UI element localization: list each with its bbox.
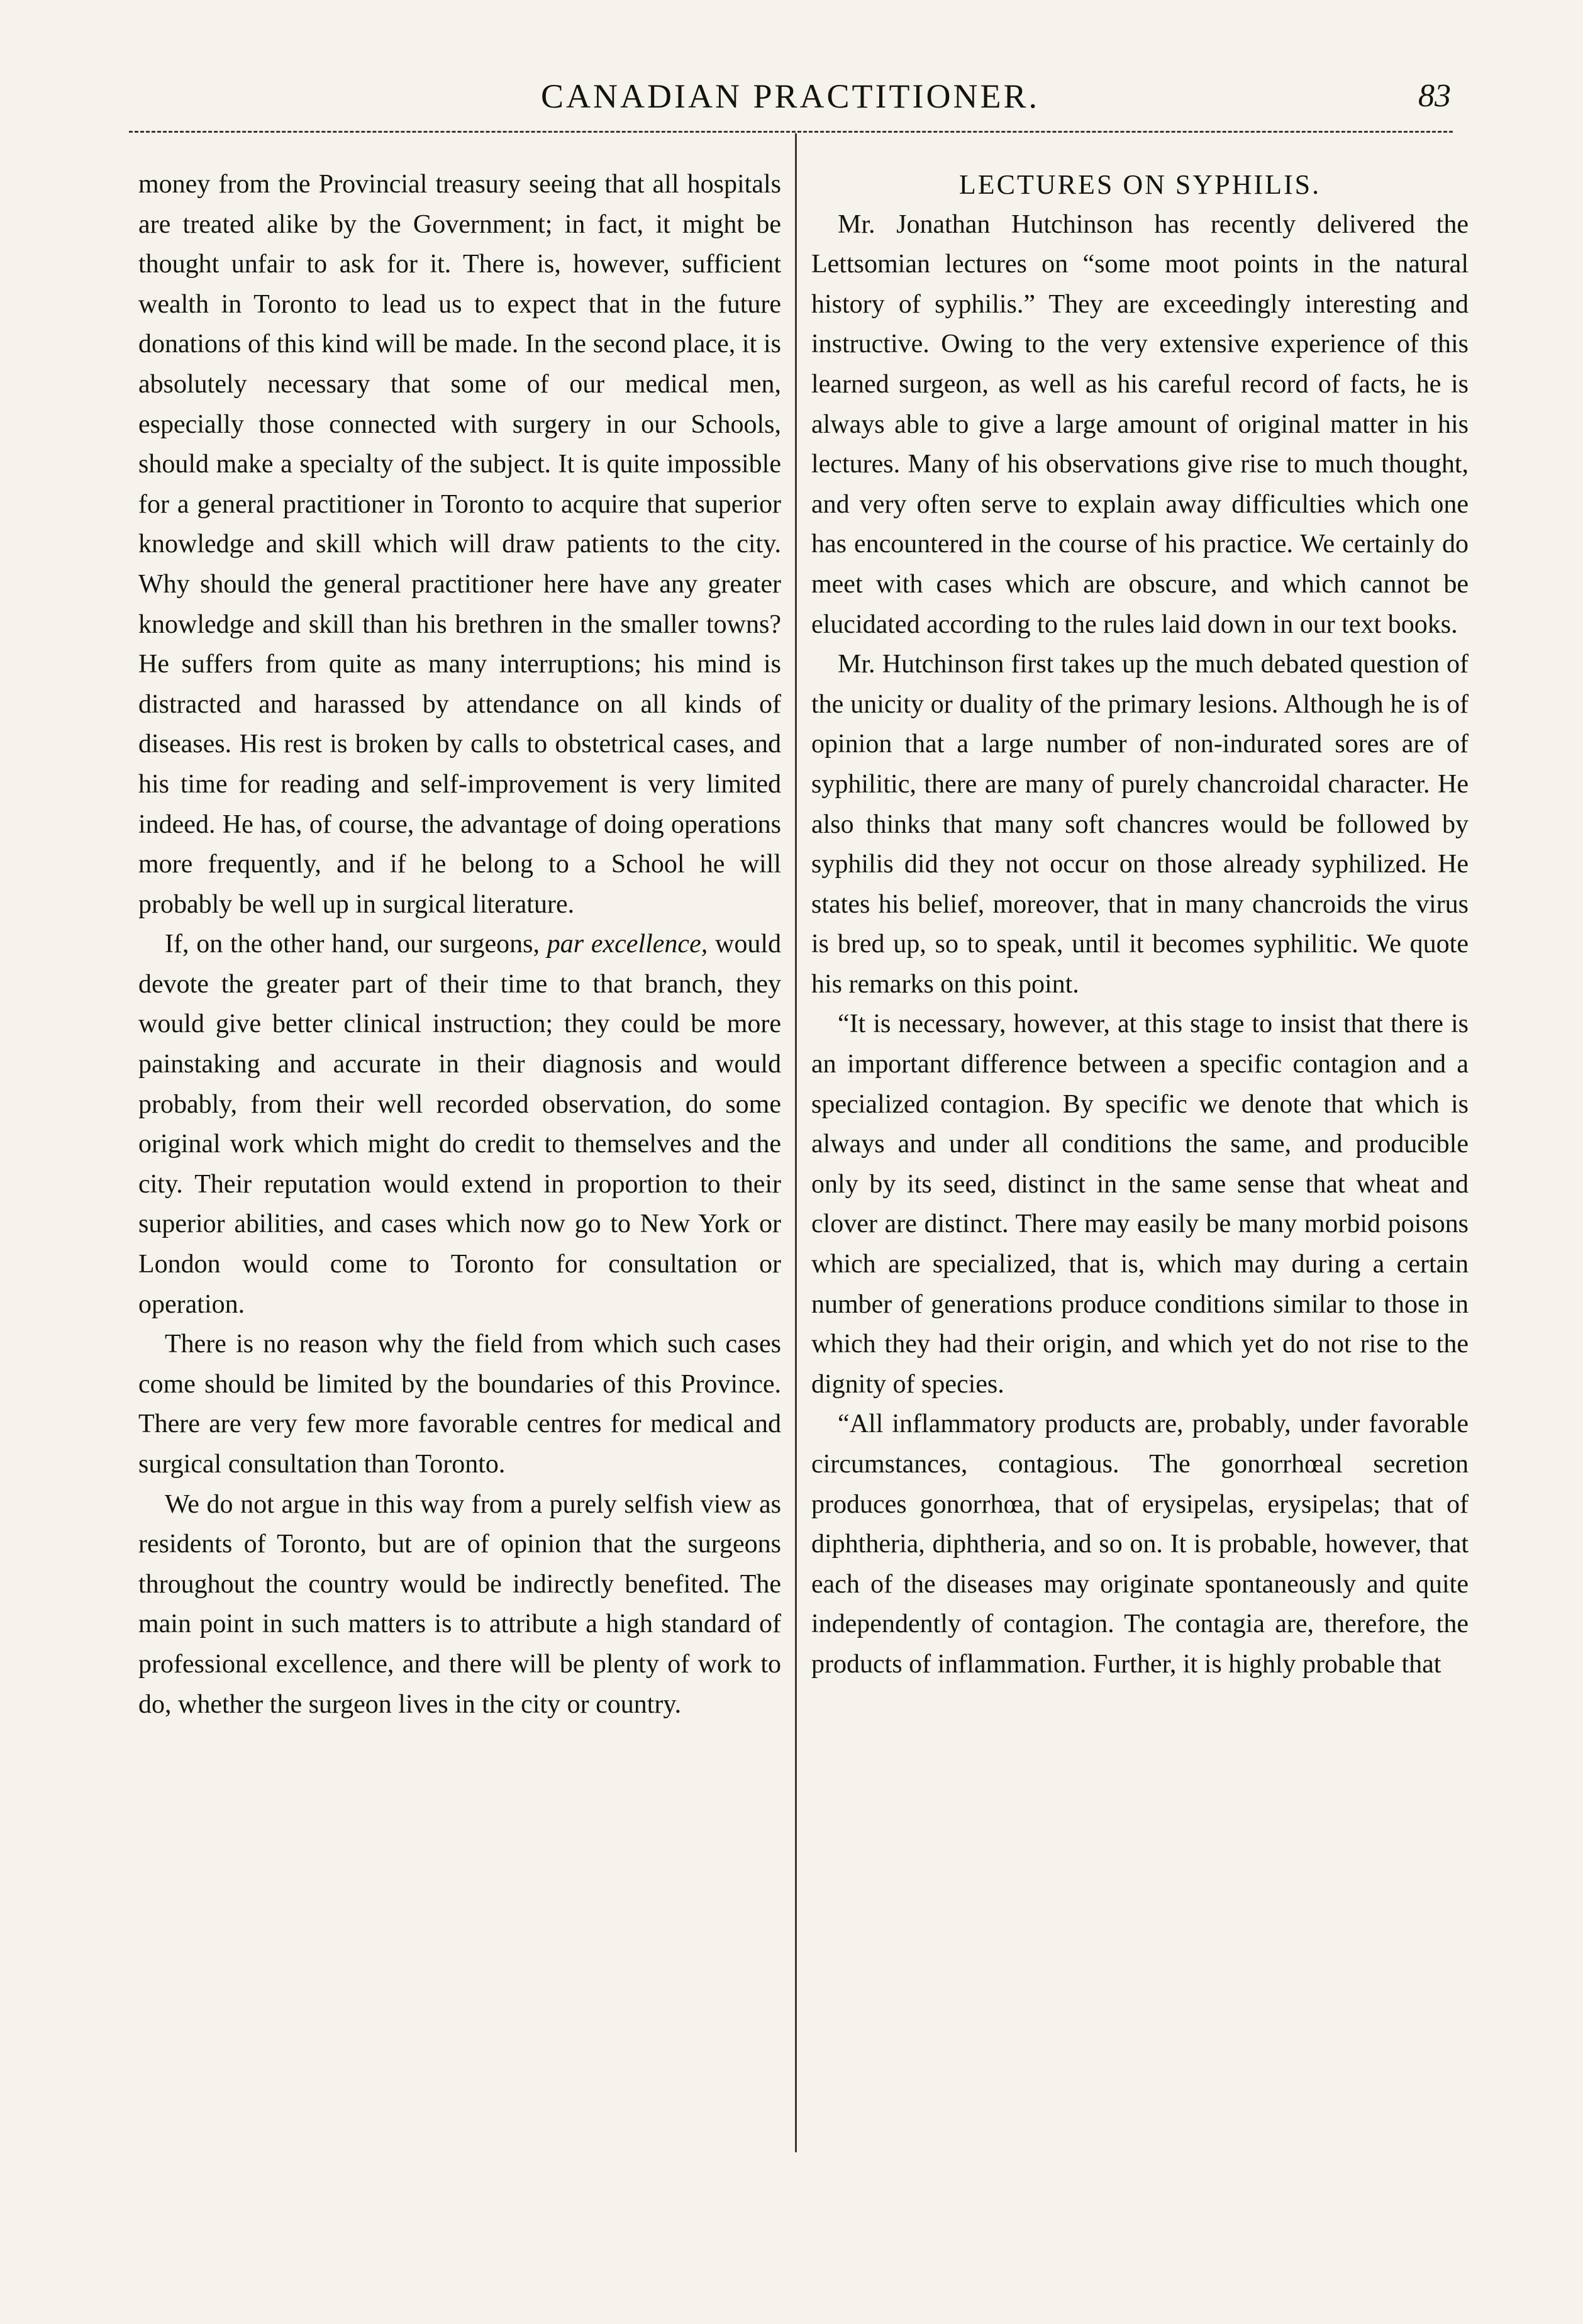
- journal-title: CANADIAN PRACTITIONER.: [541, 77, 1040, 115]
- left-paragraph-4: We do not argue in this way from a purely selfish view as residents of Toronto, but are of opinion that the surgeons throughout the country would be indirectly benefited. The main point in such matters is to attribute a high standard of professional excellence, and there will be plenty of work to do, whether the surgeon lives in the city or country.: [138, 1489, 781, 1719]
- article-title: LECTURES ON SYPHILIS.: [958, 169, 1321, 200]
- right-paragraph-3: “It is necessary, however, at this stage to insist that there is an important difference between a specific contagion and a specialized contagion. By specific we denote that which is always and under all conditions the same, and producible only by its seed, distinct in the same sense that wheat and clover are distinct. There may easily be many morbid poisons which are specialized, that is, which may during a certain number of generations produce conditions similar to those in which they had their origin, and which yet do not rise to the dignity of species.: [811, 1009, 1469, 1399]
- header-rule: [129, 131, 1453, 133]
- italic-phrase: par excellence,: [547, 930, 708, 959]
- page-number: 83: [1418, 78, 1451, 114]
- left-paragraph-2-end: would devote the greater part of their time to that branch, they would give better clinical instruction; they could be more painstaking and accurate in their diagnosis and would probably, from their well recorded observation, do some original work which might do credit to themselves and the city. Their reputation would extend in proportion to their superior abilities, and cases which now go to New York or London would come to Toronto for consultation or operation.: [138, 930, 781, 1319]
- column-divider: [795, 133, 797, 2152]
- right-paragraph-1: Mr. Jonathan Hutchinson has recently delivered the Lettsomian lectures on “some moot points in the natural history of syphilis.” They are exceedingly interesting and instructive. Owing to the very extensive experience of this learned surgeon, as well as his careful record of facts, he is always able to give a large amount of original matter in his lectures. Many of his observations give rise to much thought, and very often serve to explain away difficulties which one has encountered in the course of his practice. We certainly do meet with cases which are obscure, and which cannot be elucidated according to the rules laid down in our text books.: [811, 209, 1469, 639]
- right-paragraph-4: “All inflammatory products are, probably, under favorable circumstances, contagious. The gonorrhœal secretion produces gonorrhœa, that of erysipelas, erysipelas; that of diphtheria, diphtheria, and so on. It is probable, however, that each of the diseases may originate spontaneously and quite independently of contagion. The contagia are, therefore, the products of inflammation. Further, it is highly probable that: [811, 1409, 1469, 1679]
- left-paragraph-1: money from the Provincial treasury seeing that all hospitals are treated alike by the Government; in fact, it might be thought unfair to ask for it. There is, however, sufficient wealth in Toronto to lead us to expect that in the future donations of this kind will be made. In the second place, it is absolutely necessary that some of our medical men, especially those connected with surgery in our Schools, should make a specialty of the subject. It is quite impossible for a general practitioner in Toronto to acquire that superior knowledge and skill which will draw patients to the city. Why should the general practitioner here have any greater knowledge and skill than his brethren in the smaller towns? He suffers from quite as many interruptions; his mind is distracted and harassed by attendance on all kinds of diseases. His rest is broken by calls to obstetrical cases, and his time for reading and self-improvement is very limited indeed. He has, of course, the advantage of doing operations more frequently, and if he belong to a School he will probably be well up in surgical literature.: [138, 170, 781, 919]
- right-paragraph-2: Mr. Hutchinson first takes up the much debated question of the unicity or duality of the primary lesions. Although he is of opinion that a large number of non-indurated sores are of syphilitic, there are many of purely chancroidal character. He also thinks that many soft chancres would be followed by syphilis did they not occur on those already syphilized. He states his belief, moreover, that in many chancroids the virus is bred up, so to speak, until it becomes syphilitic. We quote his remarks on this point.: [811, 650, 1469, 999]
- left-paragraph-2-start: If, on the other hand, our surgeons,: [165, 930, 540, 959]
- running-head: [0, 68, 1583, 125]
- left-column: [138, 165, 781, 1725]
- left-paragraph-2: [138, 925, 781, 1325]
- right-column: [811, 165, 1469, 1685]
- left-paragraph-3: There is no reason why the field from which such cases come should be limited by the boundaries of this Province. There are very few more favorable centres for medical and surgical consultation than Toronto.: [138, 1330, 781, 1479]
